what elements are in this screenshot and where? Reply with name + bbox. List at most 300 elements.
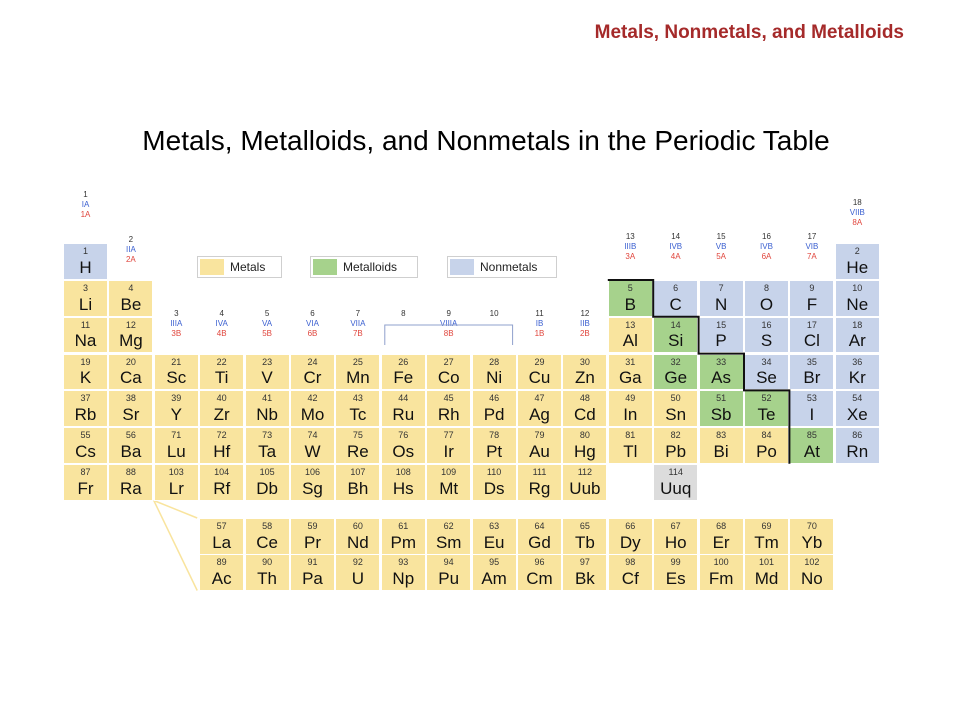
element-cell-th (245, 554, 290, 591)
atomic-number: 100 (713, 557, 729, 567)
element-symbol: In (623, 404, 638, 424)
group-header-line: 4 (219, 309, 224, 318)
element-cell-zr (199, 390, 244, 427)
element-symbol: Ba (120, 441, 142, 461)
element-symbol: Te (757, 404, 776, 424)
atomic-number: 42 (307, 393, 318, 404)
element-cell-ba (108, 427, 153, 464)
atomic-number: 65 (579, 521, 590, 531)
atomic-number: 75 (352, 430, 363, 441)
element-symbol: Eu (483, 532, 505, 552)
atomic-number: 102 (804, 557, 820, 567)
atomic-number: 49 (625, 393, 636, 404)
group-header-6 (290, 309, 335, 339)
element-symbol: Tb (574, 532, 595, 552)
element-cell-hs (381, 464, 426, 501)
element-symbol: Se (756, 368, 777, 388)
group-header-5 (245, 309, 290, 339)
atomic-number: 64 (534, 521, 545, 531)
atomic-number: 30 (579, 356, 590, 367)
element-symbol: Fr (77, 478, 94, 498)
atomic-number: 40 (216, 393, 227, 404)
group-header-line (472, 319, 517, 329)
element-symbol: Rb (74, 404, 97, 424)
atomic-number: 103 (168, 467, 184, 477)
group-header-line: 1A (80, 210, 91, 219)
element-cell-se (744, 354, 789, 391)
element-cell-b (608, 280, 653, 317)
element-symbol: Pd (483, 404, 505, 424)
element-symbol: Er (712, 532, 730, 552)
atomic-number: 107 (350, 467, 366, 477)
atomic-number: 22 (216, 356, 227, 367)
element-cell-sc (154, 354, 199, 391)
element-symbol: Ir (443, 441, 454, 461)
element-symbol: Re (347, 441, 369, 461)
atomic-number: 6 (673, 283, 679, 293)
element-symbol: Si (668, 331, 684, 351)
atomic-number: 5 (627, 283, 633, 293)
element-cell-pt (472, 427, 517, 464)
group-header-18 (835, 198, 880, 228)
element-symbol: Bi (713, 441, 729, 461)
atomic-number: 78 (489, 430, 500, 441)
element-cell-c (653, 280, 698, 317)
group-header-2 (108, 235, 153, 265)
group-header-11 (517, 309, 562, 339)
element-symbol: Mn (346, 368, 370, 388)
element-symbol: Yb (801, 532, 823, 552)
element-symbol: Dy (619, 532, 641, 552)
atomic-number: 26 (398, 356, 409, 367)
atomic-number: 56 (125, 430, 136, 441)
element-cell-es (653, 554, 698, 591)
element-symbol: Sb (710, 404, 732, 424)
atomic-number: 71 (171, 430, 182, 441)
element-cell-cs (63, 427, 108, 464)
element-symbol: Cd (574, 404, 596, 424)
atomic-number: 31 (625, 356, 636, 367)
atomic-number: 1 (82, 246, 88, 256)
element-symbol: Ar (848, 331, 866, 351)
element-cell-pb (653, 427, 698, 464)
atomic-number: 88 (125, 467, 136, 477)
element-cell-pr (290, 518, 335, 555)
atomic-number: 28 (489, 356, 500, 367)
element-symbol: Na (74, 331, 97, 351)
element-symbol: Cu (528, 368, 551, 388)
element-cell-lr (154, 464, 199, 501)
atomic-number: 16 (761, 319, 772, 330)
atomic-number: 76 (398, 430, 409, 441)
element-symbol: Tc (349, 404, 367, 424)
element-cell-po (744, 427, 789, 464)
element-cell-cm (517, 554, 562, 591)
element-cell-au (517, 427, 562, 464)
element-symbol: Ni (486, 368, 503, 388)
element-cell-sg (290, 464, 335, 501)
element-symbol: No (801, 568, 823, 588)
atomic-number: 45 (443, 393, 454, 404)
element-symbol: Lr (168, 478, 184, 498)
element-symbol: Es (665, 568, 686, 588)
element-cell-ga (608, 354, 653, 391)
element-cell-rh (426, 390, 471, 427)
element-cell-ds (472, 464, 517, 501)
element-symbol: V (261, 368, 273, 388)
element-cell-sb (699, 390, 744, 427)
element-symbol: Db (256, 478, 278, 498)
atomic-number: 114 (668, 467, 683, 477)
element-symbol: Fe (393, 368, 414, 388)
atomic-number: 51 (716, 393, 727, 404)
element-cell-mg (108, 317, 153, 354)
group-header-9 (426, 309, 471, 339)
element-symbol: Ne (846, 294, 869, 314)
element-symbol: Rf (213, 478, 231, 498)
element-symbol: Bh (347, 478, 369, 498)
element-symbol: Kr (848, 368, 866, 388)
element-cell-pm (381, 518, 426, 555)
group-header-line: 14 (671, 232, 681, 241)
atomic-number: 13 (625, 319, 636, 330)
element-cell-f (789, 280, 834, 317)
element-cell-mn (335, 354, 380, 391)
atomic-number: 82 (670, 430, 681, 441)
atomic-number: 104 (214, 467, 230, 477)
element-cell-cr (290, 354, 335, 391)
element-symbol: Np (392, 568, 415, 588)
element-cell-uub (562, 464, 607, 501)
element-cell-cl (789, 317, 834, 354)
element-cell-te (744, 390, 789, 427)
group-header-line: 6 (310, 309, 315, 318)
group-header-line: 7B (352, 329, 363, 338)
group-header-line: 12 (580, 309, 590, 318)
element-symbol: La (212, 532, 232, 552)
element-cell-ar (835, 317, 880, 354)
atomic-number: 21 (171, 356, 182, 367)
atomic-number: 18 (852, 319, 863, 330)
element-symbol: At (803, 441, 820, 461)
element-symbol: U (351, 568, 365, 588)
element-cell-er (699, 518, 744, 555)
atomic-number: 108 (395, 467, 411, 477)
element-symbol: Sg (302, 478, 323, 498)
group-header-line: 15 (716, 232, 726, 241)
group-header-line: 13 (625, 232, 635, 241)
element-symbol: Ag (529, 404, 550, 424)
element-symbol: Uuq (660, 478, 692, 498)
group-header-line: VA (262, 319, 273, 328)
element-symbol: O (759, 294, 774, 314)
f-block-connector-line (154, 501, 197, 591)
legend-label: Metalloids (343, 260, 398, 274)
element-cell-in (608, 390, 653, 427)
atomic-number: 34 (761, 356, 772, 367)
group-header-17 (789, 232, 834, 262)
atomic-number: 55 (80, 430, 91, 441)
element-cell-ac (199, 554, 244, 591)
legend-metalloids (310, 256, 418, 278)
element-symbol: F (806, 294, 818, 314)
atomic-number: 62 (443, 521, 454, 531)
group-header-line: 17 (807, 232, 817, 241)
element-cell-sr (108, 390, 153, 427)
element-symbol: Am (481, 568, 507, 588)
element-symbol: Hf (213, 441, 231, 461)
atomic-number: 84 (761, 430, 772, 441)
group-header-line: IIIB (624, 242, 637, 251)
atomic-number: 54 (852, 393, 863, 404)
group-header-line: 3B (171, 329, 182, 338)
group-header-line: 9 (446, 309, 451, 318)
legend-nonmetals (447, 256, 557, 278)
f-block-connector-line (154, 501, 197, 519)
element-symbol: Pb (665, 441, 687, 461)
element-cell-re (335, 427, 380, 464)
element-cell-at (789, 427, 834, 464)
atomic-number: 112 (577, 467, 593, 477)
element-symbol: H (79, 257, 92, 277)
group-header-line: VIIA (350, 319, 366, 328)
atomic-number: 92 (352, 557, 363, 567)
element-symbol: Sm (435, 532, 462, 552)
atomic-number: 20 (125, 356, 136, 367)
atomic-number: 53 (806, 393, 817, 404)
atomic-number: 3 (82, 283, 88, 293)
atomic-number: 58 (262, 521, 273, 531)
atomic-number: 46 (489, 393, 500, 404)
group-header-line: 5A (716, 252, 726, 261)
element-symbol: Ru (392, 404, 415, 424)
element-symbol: I (809, 404, 815, 424)
element-cell-tl (608, 427, 653, 464)
atomic-number: 69 (761, 521, 772, 531)
atomic-number: 67 (670, 521, 681, 531)
element-symbol: Cs (75, 441, 96, 461)
group-header-line: VIIB (849, 208, 865, 217)
group-header-line (472, 329, 517, 339)
element-symbol: Pt (486, 441, 503, 461)
group-header-line: 8B (443, 329, 454, 338)
element-cell-p (699, 317, 744, 354)
element-symbol: As (711, 368, 732, 388)
group-header-line: 1 (83, 190, 88, 199)
element-symbol: Cr (303, 368, 322, 388)
atomic-number: 39 (171, 393, 182, 404)
element-symbol: Cm (526, 568, 553, 588)
group-header-8 (381, 309, 426, 339)
atomic-number: 99 (670, 557, 681, 567)
element-symbol: Cl (803, 331, 820, 351)
group-header-1 (63, 190, 108, 220)
atomic-number: 43 (352, 393, 363, 404)
group-header-line: VIB (805, 242, 819, 251)
element-cell-ge (653, 354, 698, 391)
element-symbol: Pu (438, 568, 460, 588)
atomic-number: 72 (216, 430, 227, 441)
atomic-number: 111 (532, 467, 547, 477)
element-symbol: Hs (392, 478, 414, 498)
element-cell-rf (199, 464, 244, 501)
element-symbol: Mg (119, 331, 143, 351)
element-cell-la (199, 518, 244, 555)
element-symbol: Zr (213, 404, 230, 424)
element-symbol: Ac (211, 568, 232, 588)
atomic-number: 96 (534, 557, 545, 567)
element-symbol: Zn (574, 368, 595, 388)
legend-label: Metals (230, 260, 266, 274)
atomic-number: 87 (80, 467, 91, 477)
element-symbol: Ho (664, 532, 687, 552)
legend-swatch (313, 259, 337, 275)
atomic-number: 12 (125, 319, 136, 330)
atomic-number: 27 (443, 356, 454, 367)
group-header-line: 2A (125, 255, 136, 264)
element-cell-be (108, 280, 153, 317)
group-header-line: 7A (806, 252, 817, 261)
element-cell-bh (335, 464, 380, 501)
element-symbol: Cf (621, 568, 639, 588)
element-cell-na (63, 317, 108, 354)
atomic-number: 23 (262, 356, 273, 367)
element-symbol: C (669, 294, 682, 314)
group-header-line: IIA (126, 245, 136, 254)
element-symbol: P (715, 331, 727, 351)
group-header-line: 6B (307, 329, 318, 338)
atomic-number: 57 (216, 521, 227, 531)
group-header-13 (608, 232, 653, 262)
element-symbol: Rg (528, 478, 551, 498)
element-cell-ru (381, 390, 426, 427)
atomic-number: 94 (443, 557, 454, 567)
atomic-number: 8 (763, 283, 769, 293)
element-symbol: Y (170, 404, 182, 424)
element-symbol: Ra (120, 478, 142, 498)
atomic-number: 50 (670, 393, 681, 404)
element-symbol: Pr (304, 532, 321, 552)
element-symbol: Xe (846, 404, 868, 424)
atomic-number: 19 (80, 356, 91, 367)
element-symbol: Tm (754, 532, 779, 552)
element-symbol: Ca (120, 368, 142, 388)
element-cell-sm (426, 518, 471, 555)
atomic-number: 91 (307, 557, 318, 567)
element-cell-k (63, 354, 108, 391)
atomic-number: 93 (398, 557, 409, 567)
group-header-14 (653, 232, 698, 262)
element-cell-rb (63, 390, 108, 427)
atomic-number: 98 (625, 557, 636, 567)
group-header-7 (335, 309, 380, 339)
element-cell-w (290, 427, 335, 464)
element-cell-ti (199, 354, 244, 391)
atomic-number: 47 (534, 393, 545, 404)
element-symbol: Fm (708, 568, 734, 588)
element-cell-fm (699, 554, 744, 591)
element-cell-no (789, 554, 834, 591)
element-symbol: Mt (439, 478, 459, 498)
element-cell-cu (517, 354, 562, 391)
element-cell-uuq (653, 464, 698, 501)
element-cell-rg (517, 464, 562, 501)
group-header-line: 8 (401, 309, 406, 318)
atomic-number: 25 (352, 356, 363, 367)
atomic-number: 2 (854, 246, 860, 256)
atomic-number: 101 (758, 557, 775, 567)
element-cell-cf (608, 554, 653, 591)
atomic-number: 109 (441, 467, 457, 477)
element-symbol: Pm (390, 532, 417, 552)
element-cell-li (63, 280, 108, 317)
group-header-12 (562, 309, 607, 339)
element-cell-mt (426, 464, 471, 501)
group-header-line: 5B (262, 329, 272, 338)
element-cell-fr (63, 464, 108, 501)
element-symbol: Md (754, 568, 779, 588)
atomic-number: 106 (304, 467, 321, 477)
legend-swatch (200, 259, 224, 275)
atomic-number: 83 (716, 430, 727, 441)
element-cell-ta (245, 427, 290, 464)
element-cell-tm (744, 518, 789, 555)
group-header-line: VIIIA (440, 319, 458, 328)
element-symbol: Br (803, 368, 821, 388)
atomic-number: 61 (398, 521, 409, 531)
element-cell-bi (699, 427, 744, 464)
atomic-number: 11 (80, 319, 91, 330)
element-symbol: Ge (664, 368, 688, 388)
group-header-line: 2B (579, 329, 590, 338)
element-symbol: W (304, 441, 321, 461)
group-header-line: 3 (174, 309, 179, 318)
element-cell-n (699, 280, 744, 317)
atomic-number: 73 (262, 430, 273, 441)
element-cell-rn (835, 427, 880, 464)
element-symbol: K (79, 368, 92, 388)
element-symbol: Ga (618, 368, 642, 388)
element-cell-pd (472, 390, 517, 427)
element-symbol: Po (756, 441, 777, 461)
element-cell-tb (562, 518, 607, 555)
group-header-line: IB (535, 319, 544, 328)
atomic-number: 110 (486, 467, 502, 477)
atomic-number: 10 (852, 283, 863, 293)
element-symbol: Li (78, 294, 93, 314)
element-cell-si (653, 317, 698, 354)
element-cell-kr (835, 354, 880, 391)
group-header-line: 6A (761, 252, 772, 261)
atomic-number: 97 (579, 557, 590, 567)
element-cell-am (472, 554, 517, 591)
element-symbol: Sr (122, 404, 140, 424)
group-header-line: 4B (216, 329, 227, 338)
element-symbol: Gd (528, 532, 551, 552)
group-header-line: 3A (625, 252, 636, 261)
group-header-line: 7 (355, 309, 361, 318)
group-header-line: IVB (760, 242, 773, 251)
atomic-number: 79 (534, 430, 545, 441)
atomic-number: 66 (625, 521, 636, 531)
element-cell-mo (290, 390, 335, 427)
group-header-line: IIIA (170, 319, 183, 328)
slide-title: Metals, Metalloids, and Nonmetals in the Periodic Table (142, 125, 830, 156)
atomic-number: 80 (579, 430, 590, 441)
element-cell-u (335, 554, 380, 591)
atomic-number: 36 (852, 356, 863, 367)
atomic-number: 4 (128, 283, 134, 293)
